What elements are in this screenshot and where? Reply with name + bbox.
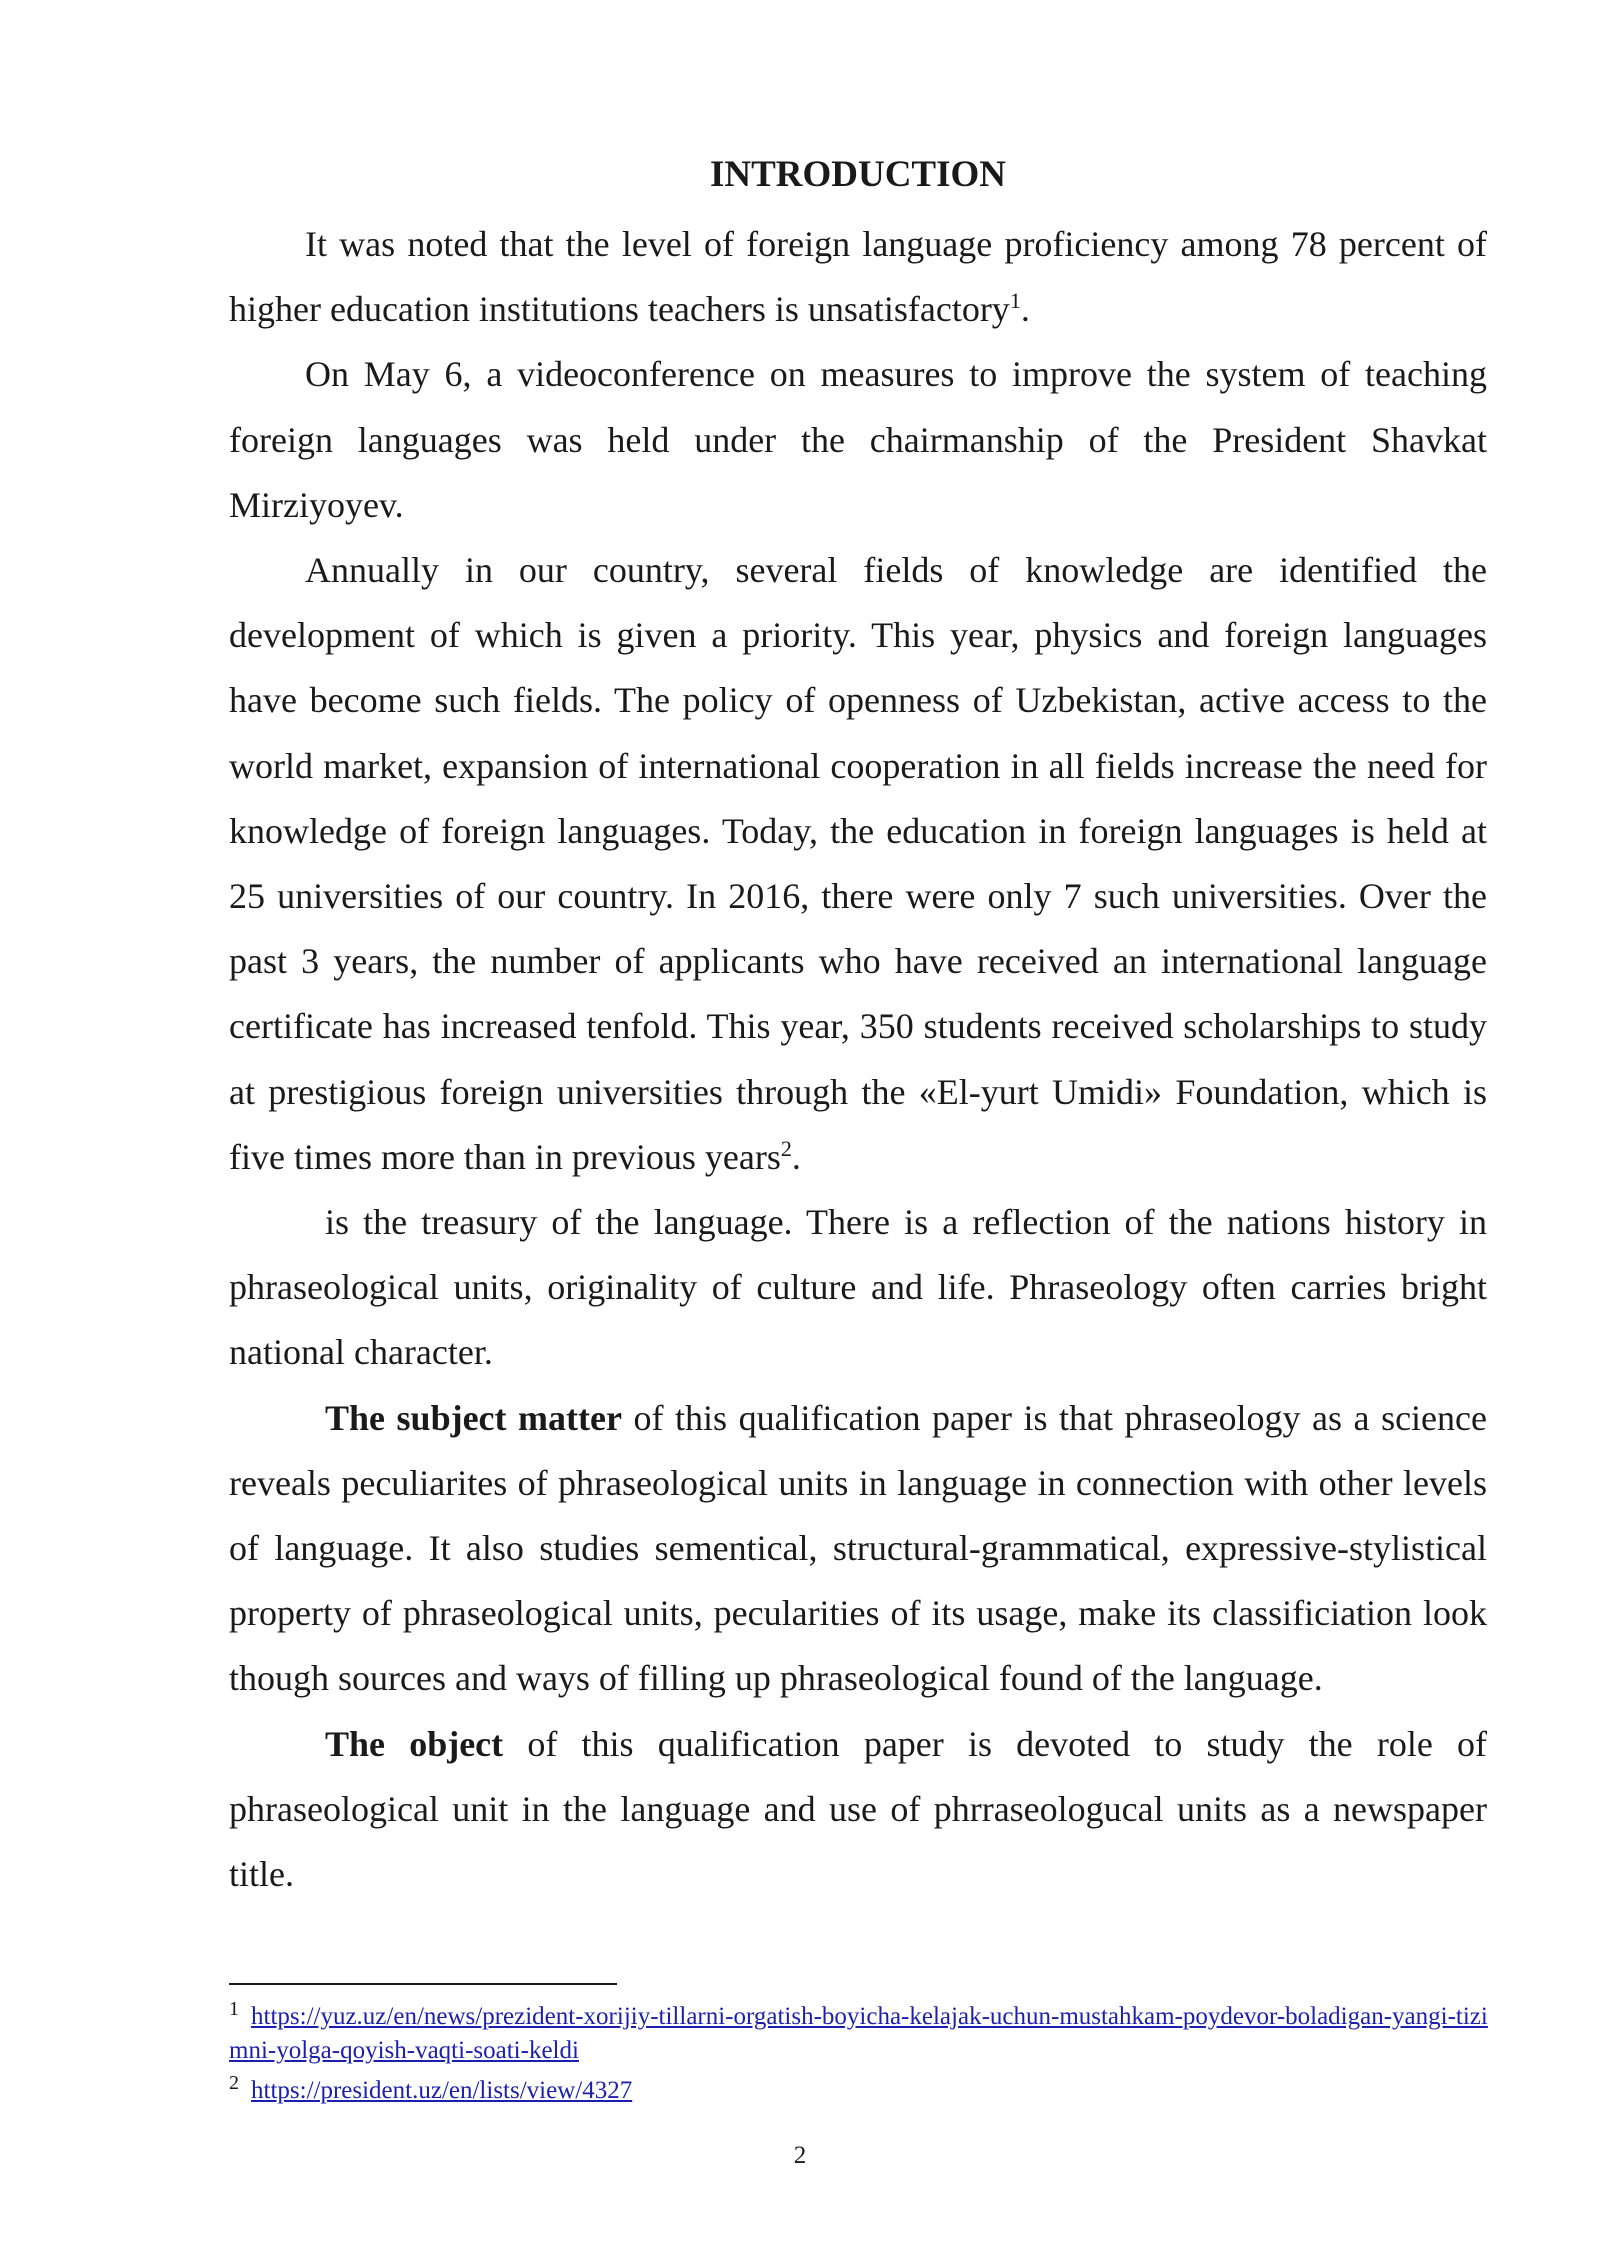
- section-heading: INTRODUCTION: [709, 154, 1007, 195]
- paragraph-5-text: of this qualification paper is that phraseology as a science reveals peculiarites of phraseological units in language in connection with other levels of language. It also studies sementical, structural-grammatical, expressive-stylistical property of phraseological units, pecularities of its usage, make its classificiation look though sources and ways of filling up phraseological found of the language.: [229, 1397, 1487, 1699]
- footnote-1-link[interactable]: https://yuz.uz/en/news/prezident-xorijiy-tillarni-orgatish-boyicha-kelajak-uchun-mustahkam-poydevor-boladigan-yangi-tizimni-yolga-qoyish-vaqti-soati-keldi: [229, 2003, 1488, 2064]
- object-term: The object: [325, 1723, 504, 1764]
- paragraph-5: [229, 1386, 1487, 1712]
- page-body: [229, 148, 1487, 1907]
- subject-matter-term: The subject matter: [325, 1397, 622, 1438]
- footnote-separator: [229, 1983, 617, 1985]
- footnote-ref-2[interactable]: 2: [780, 1135, 792, 1161]
- footnote-1-number: 1: [229, 1997, 239, 2020]
- paragraph-3-text: Annually in our country, several fields of knowledge are identified the development of which is given a priority. This year, physics and foreign languages have become such fields. The policy of openness of Uzbekistan, active access to the world market, expansion of international cooperation in all fields increase the need for knowledge of foreign languages. Today, the education in foreign languages is held at 25 universities of our country. In 2016, there were only 7 such universities. Over the past 3 years, the number of applicants who have received an international language certificate has increased tenfold. This year, 350 students received scholarships to study at prestigious foreign universities through the «El-yurt Umidi» Foundation, which is five times more than in previous years: [229, 550, 1487, 1177]
- page-number: 2: [793, 2142, 807, 2169]
- footnote-2-link[interactable]: https://president.uz/en/lists/view/4327: [251, 2077, 633, 2104]
- footnotes: [229, 1997, 1491, 2114]
- paragraph-1: [229, 212, 1487, 342]
- footnote-2-number: 2: [229, 2071, 239, 2094]
- footnote-ref-1[interactable]: 1: [1009, 288, 1021, 314]
- paragraph-4: is the treasury of the language. There is a reflection of the nations history in phraseological units, originality of culture and life. Phraseology often carries bright national character.: [229, 1202, 1487, 1373]
- paragraph-2: On May 6, a videoconference on measures to improve the system of teaching foreign languages was held under the chairmanship of the President Shavkat Mirziyoyev.: [229, 354, 1487, 525]
- paragraph-6: [229, 1712, 1487, 1908]
- paragraph-1-end: .: [1020, 289, 1030, 330]
- paragraph-3: [229, 538, 1487, 1190]
- paragraph-1-text: It was noted that the level of foreign language proficiency among 78 percent of higher education institutions teachers is unsatisfactory: [229, 224, 1487, 330]
- footnote-1: [229, 1997, 1491, 2068]
- paragraph-3-end: .: [791, 1136, 801, 1177]
- paragraph-6-text: of this qualification paper is devoted to study the role of phraseological unit in the language and use of phrraseologucal units as a newspaper title.: [229, 1723, 1487, 1895]
- footnote-2: [229, 2071, 1491, 2108]
